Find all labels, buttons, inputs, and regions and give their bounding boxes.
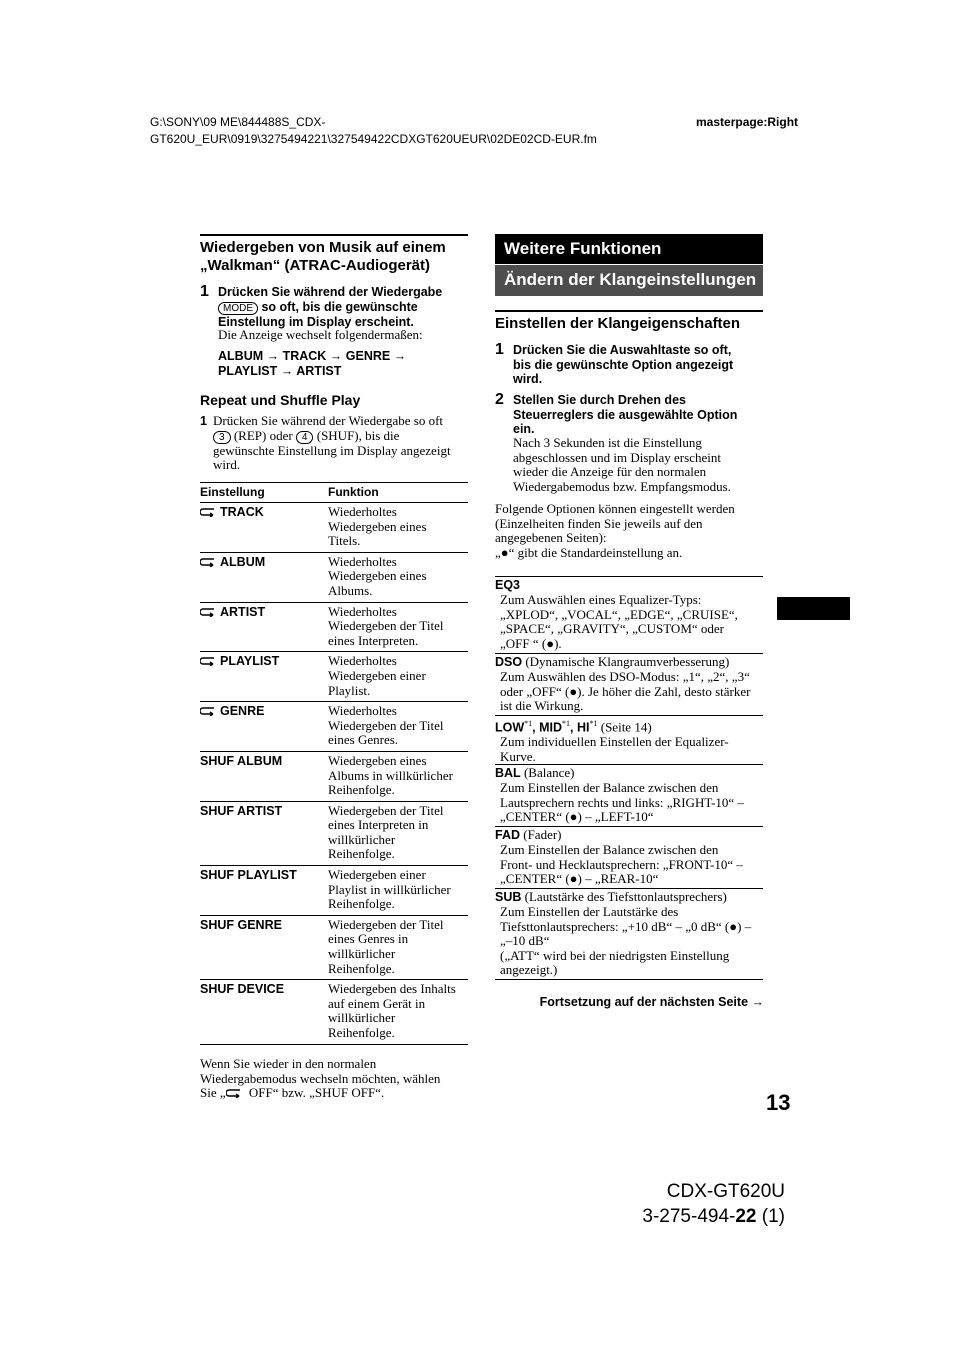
option-name: LOW (495, 720, 525, 735)
right-section-heading: Einstellen der Klangeigenschaften (495, 315, 741, 332)
step-text: gewünschte Einstellung im Display angezeigt (213, 442, 451, 458)
table-row (200, 602, 468, 652)
function-line: Wiederholtes (328, 653, 397, 669)
option-desc: (Dynamische Klangraumverbesserung) (522, 654, 730, 669)
table-row (200, 915, 468, 979)
step-text-line-2 (218, 300, 473, 315)
function-line: Playlist. (328, 682, 371, 698)
setting-label: SHUF DEVICE (200, 982, 285, 997)
function-line: Albums. (328, 582, 373, 598)
option-name: HI (577, 720, 590, 735)
mode-sequence (218, 349, 406, 378)
function-cell (328, 552, 468, 602)
table-row (200, 652, 468, 702)
function-line: Wiederholtes (328, 703, 397, 719)
function-line: Albums in willkürlicher (328, 767, 453, 783)
table-row (200, 866, 468, 916)
continued-next-page: Fortsetzung auf der nächsten Seite → (539, 995, 764, 1009)
step-text: Stellen Sie durch Drehen des (513, 393, 686, 407)
page-number: 13 (766, 1090, 791, 1115)
option-name: MID (539, 720, 563, 735)
option-body (495, 670, 763, 714)
setting-label: PLAYLIST (220, 654, 280, 669)
option-body-line: Zum Auswählen eines Equalizer-Typs: (500, 592, 702, 607)
function-line: Wiedergeben der Titel (328, 916, 444, 932)
function-cell (328, 801, 468, 865)
sound-step-2 (513, 393, 768, 437)
function-line: Wiederholtes (328, 603, 397, 619)
walkman-step-1 (218, 285, 473, 329)
option-body-line: „OFF “ (●). (500, 635, 562, 651)
function-cell (328, 915, 468, 979)
option-body-line: Front- und Hecklautsprechern: „FRONT-10“ – (500, 856, 743, 872)
repeat-icon (200, 507, 216, 517)
option-eq3 (495, 576, 763, 653)
function-line: Reihenfolge. (328, 1025, 395, 1040)
table-row (200, 702, 468, 752)
step-text: Einstellung im Display erscheint. (218, 314, 414, 329)
function-line: Wiedergeben der Titel (328, 717, 444, 733)
file-path (150, 114, 597, 148)
option-heading (495, 654, 763, 670)
option-body-line: „SPACE“, „GRAVITY“, „CUSTOM“ oder (500, 621, 724, 637)
table-row (200, 980, 468, 1044)
function-line: eines Interpreten. (328, 632, 419, 648)
masterpage-label: masterpage:Right (696, 115, 799, 129)
option-dso (495, 653, 763, 715)
function-line: willkürlicher (328, 831, 396, 847)
function-cell (328, 503, 468, 553)
step-number: 1 (200, 283, 209, 300)
intro-line: angegebenen Seiten): (495, 530, 607, 546)
left-section-heading (200, 239, 470, 275)
function-line: Reihenfolge. (328, 896, 395, 912)
column-header-setting: Einstellung (200, 483, 328, 503)
option-body (495, 843, 763, 887)
setting-cell (200, 602, 328, 652)
option-body-line: „CENTER“ (●) – „LEFT-10“ (500, 809, 654, 825)
step-text: (SHUF), bis die (313, 427, 400, 443)
step-text-line-2 (213, 429, 475, 444)
repeat-icon (200, 607, 216, 617)
repeat-icon (226, 1088, 242, 1098)
option-body-line: Zum individuellen Einstellen der Equalizer- (500, 734, 729, 750)
option-name: FAD (495, 828, 520, 842)
table-row (200, 503, 468, 553)
note-line: Wiedergabemodus bzw. Empfangsmodus. (513, 478, 731, 494)
table-row (200, 751, 468, 801)
step-text: Drücken Sie während der Wiedergabe so oft (213, 413, 444, 428)
setting-cell (200, 801, 328, 865)
option-bal (495, 764, 763, 826)
chapter-thumb-tab (777, 597, 850, 620)
option-body-line: „XPLOD“, „VOCAL“, „EDGE“, „CRUISE“, (500, 606, 738, 622)
note-line (200, 1086, 470, 1101)
function-line: Wiedergeben einer (328, 867, 426, 883)
option-heading (495, 827, 763, 843)
setting-cell (200, 751, 328, 801)
setting-label: TRACK (220, 505, 264, 519)
option-body (495, 905, 763, 978)
function-cell (328, 652, 468, 702)
setting-cell (200, 652, 328, 702)
setting-cell (200, 503, 328, 553)
intro-line: „●“ gibt die Standardeinstellung an. (495, 544, 683, 560)
function-line: Wiedergeben eines (328, 518, 427, 534)
note-line: abgeschlossen und im Display erscheint (513, 449, 721, 465)
option-body (495, 735, 763, 764)
function-line: eines Genres. (328, 732, 399, 748)
note-line: Wenn Sie wieder in den normalen (200, 1056, 377, 1071)
button-3-icon: 3 (213, 431, 231, 444)
right-top-rule (495, 310, 763, 312)
left-top-rule (200, 234, 468, 236)
step-text: Steuerreglers die ausgewählte Option (513, 407, 738, 422)
step-number: 2 (495, 391, 504, 408)
left-heading-line-1: Wiedergeben von Musik auf einem (200, 239, 446, 256)
repeat-shuffle-table (200, 482, 468, 1045)
option-body-line: angezeigt.) (500, 962, 558, 978)
function-line: eines Interpreten in (328, 817, 429, 833)
step-text: wird. (513, 372, 543, 386)
file-path-line-1: G:\SONY\09 ME\844488S_CDX- (150, 115, 326, 129)
option-body (495, 593, 763, 651)
repeat-icon (200, 557, 216, 567)
option-body (495, 781, 763, 825)
options-intro (495, 502, 765, 560)
setting-cell (200, 552, 328, 602)
function-cell (328, 602, 468, 652)
function-cell (328, 702, 468, 752)
function-line: eines Genres in (328, 931, 409, 947)
option-heading (495, 577, 763, 593)
table-row (200, 552, 468, 602)
note-line: Wiedergabemodus wechseln möchten, wählen (200, 1070, 441, 1086)
function-line: Wiedergeben eines (328, 752, 427, 768)
function-cell (328, 980, 468, 1044)
table-row (200, 801, 468, 865)
option-body-line: Kurve. (500, 748, 536, 764)
step-text: bis die gewünschte Option angezeigt (513, 357, 734, 372)
step-note: Die Anzeige wechselt folgendermaßen: (218, 327, 423, 342)
step-text: wird. (213, 457, 241, 473)
setting-label: GENRE (220, 704, 265, 719)
option-name: DSO (495, 655, 523, 669)
note-line: wieder die Anzeige für den normalen (513, 464, 707, 480)
function-line: Wiedergeben einer (328, 667, 426, 683)
function-line: Wiederholtes (328, 553, 397, 569)
setting-label: ALBUM (220, 554, 266, 569)
option-fad (495, 826, 763, 888)
step-text: (REP) oder (230, 427, 296, 443)
step-number: 1 (495, 341, 504, 358)
option-heading (495, 889, 763, 905)
left-heading-line-2: „Walkman“ (ATRAC-Audiogerät) (200, 257, 430, 274)
function-line: auf einem Gerät in (328, 995, 426, 1011)
function-line: Reihenfolge. (328, 960, 395, 976)
option-low-mid-hi (495, 715, 763, 764)
function-cell (328, 751, 468, 801)
option-body-line: oder „OFF“ (●). Je höher die Zahl, desto stärker (500, 683, 751, 699)
option-heading (495, 765, 763, 781)
banner-further-functions: Weitere Funktionen (495, 234, 763, 264)
file-path-line-2: GT620U_EUR\0919\3275494221\327549422CDXGT620UEUR\02DE02CD-EUR.fm (150, 132, 597, 146)
footnote-ref: *1 (524, 719, 533, 728)
option-body-line: „–10 dB“ (500, 933, 550, 949)
option-name: EQ3 (495, 578, 521, 592)
repeat-shuffle-heading: Repeat und Shuffle Play (200, 392, 361, 408)
option-body-line: ist die Wirkung. (500, 698, 584, 714)
option-desc: (Fader) (520, 827, 562, 842)
option-desc: (Balance) (520, 765, 575, 780)
setting-cell (200, 702, 328, 752)
repeat-icon (200, 706, 216, 716)
setting-label: SHUF GENRE (200, 917, 282, 932)
page-reference: (Seite 14) (597, 719, 652, 735)
intro-line: (Einzelheiten finden Sie jeweils auf den (495, 515, 703, 531)
setting-cell (200, 915, 328, 979)
step-text: Drücken Sie die Auswahltaste so oft, (513, 343, 732, 357)
footnote-ref: *1 (562, 719, 571, 728)
option-body-line: Zum Einstellen der Balance zwischen den (500, 780, 719, 795)
repeat-icon (200, 656, 216, 666)
setting-label: SHUF ALBUM (200, 753, 283, 768)
mode-button-icon: MODE (218, 302, 258, 315)
model-code-revision: 22 (735, 1206, 757, 1227)
setting-label: ARTIST (220, 604, 266, 619)
function-line: Playlist in willkürlicher (328, 881, 451, 897)
note-text: Sie „ (200, 1085, 226, 1101)
table-header-row (200, 483, 468, 503)
option-body-line: Zum Einstellen der Lautstärke des (500, 904, 679, 919)
function-line: Wiedergeben eines (328, 568, 427, 584)
step-text: ein. (513, 422, 535, 436)
banner-sound-settings: Ändern der Klangeinstellungen (495, 265, 763, 296)
function-line: Titels. (328, 533, 361, 549)
model-name: CDX-GT620U (666, 1181, 785, 1202)
model-code (630, 1204, 785, 1229)
function-line: Wiedergeben der Titel (328, 618, 444, 634)
model-code-part: (1) (756, 1206, 785, 1227)
mode-sequence-line-2: PLAYLIST → ARTIST (218, 363, 342, 378)
function-line: Wiedergeben des Inhalts (328, 981, 456, 997)
step-text: Drücken Sie während der Wiedergabe (218, 285, 443, 299)
setting-cell (200, 980, 328, 1044)
step-number: 1 (200, 414, 207, 428)
option-body-line: („ATT“ wird bei der niedrigsten Einstellung (500, 947, 730, 963)
function-line: willkürlicher (328, 946, 396, 962)
option-name: SUB (495, 890, 522, 904)
step-2-note (513, 436, 768, 494)
note-text: OFF“ bzw. „SHUF OFF“. (245, 1085, 385, 1101)
function-line: Wiedergeben der Titel (328, 802, 444, 818)
option-body-line: Zum Auswählen des DSO-Modus: „1“, „2“, „3“ (500, 669, 750, 684)
function-line: willkürlicher (328, 1010, 396, 1026)
mode-sequence-line-1: ALBUM → TRACK → GENRE → (218, 349, 407, 363)
column-header-function: Funktion (328, 483, 468, 503)
function-cell (328, 866, 468, 916)
option-body-line: „CENTER“ (●) – „REAR-10“ (500, 871, 659, 887)
option-body-line: Lautsprechern rechts und links: „RIGHT-10“ – (500, 794, 744, 810)
model-code-part: 3-275-494- (642, 1206, 736, 1227)
option-name: BAL (495, 766, 521, 780)
note-line: Nach 3 Sekunden ist die Einstellung (513, 435, 702, 450)
setting-label: SHUF PLAYLIST (200, 868, 297, 883)
footnote-ref: *1 (589, 719, 598, 728)
setting-label: SHUF ARTIST (200, 803, 283, 818)
option-sub (495, 888, 763, 980)
button-4-icon: 4 (296, 431, 314, 444)
option-desc: (Lautstärke des Tiefsttonlautsprechers) (521, 889, 727, 904)
sound-step-1 (513, 343, 768, 387)
step-text: so oft, bis die gewünschte (258, 299, 418, 314)
option-heading: LOW$^{*1}$, MID$^{*1}$, HI$^{*1}$ (Seite 14) (495, 719, 652, 735)
function-line: Reihenfolge. (328, 782, 395, 798)
function-line: Wiederholtes (328, 504, 397, 519)
model-info (630, 1179, 785, 1229)
normal-mode-note (200, 1057, 470, 1101)
option-body-line: Tiefsttonlautsprechers: „+10 dB“ – „0 dB“ (●) – (500, 918, 752, 934)
intro-line: Folgende Optionen können eingestellt werden (495, 501, 735, 516)
setting-cell (200, 866, 328, 916)
function-line: Reihenfolge. (328, 846, 395, 862)
option-body-line: Zum Einstellen der Balance zwischen den (500, 842, 719, 857)
repeat-step-1 (213, 414, 475, 473)
